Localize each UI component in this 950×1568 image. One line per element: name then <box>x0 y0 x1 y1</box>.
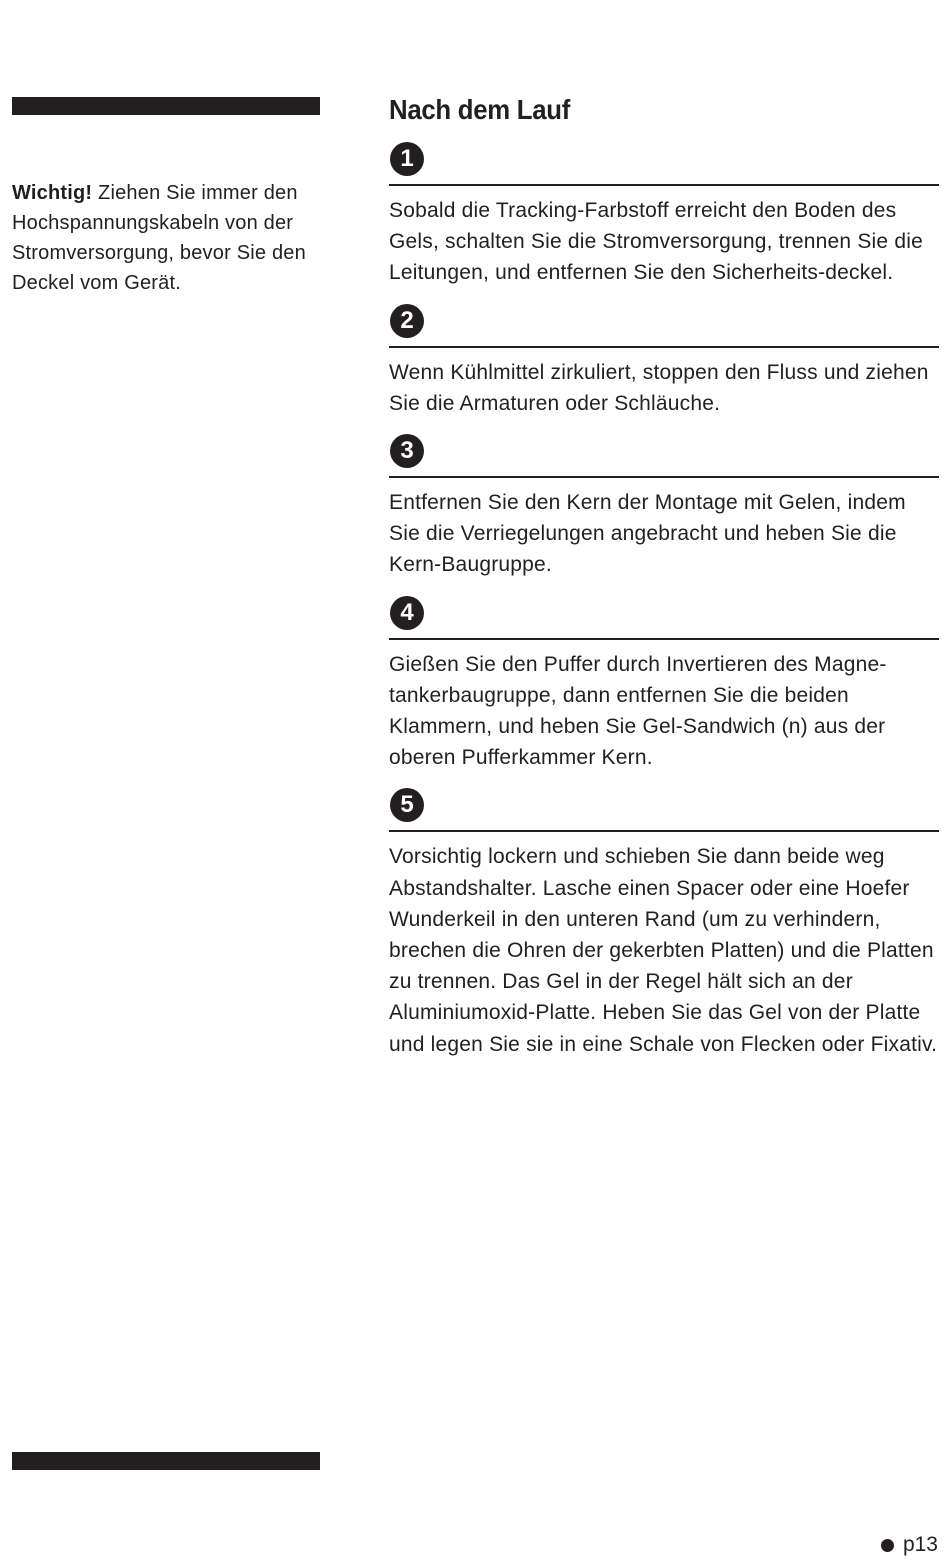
bullet-icon <box>881 1539 894 1552</box>
step-text: Entfernen Sie den Kern der Montage mit Gelen, indem Sie die Verriegelungen angebracht und heben Sie die Kern-Baugruppe. <box>389 491 906 577</box>
page-number-label: p13 <box>902 1533 938 1556</box>
step-divider <box>389 830 939 832</box>
important-note-label: Wichtig! <box>12 182 93 204</box>
step-number-badge: 1 <box>390 142 424 176</box>
step-text: Gießen Sie den Puffer durch Invertieren des Magne-tankerbaugruppe, dann entfernen Sie die beiden Klammern, und heben Sie Gel-Sandwich (n) aus der oberen Pufferkammer Kern. <box>389 652 887 770</box>
step-divider <box>389 476 939 478</box>
sidebar-top-rule <box>12 97 320 115</box>
important-note-text: Ziehen Sie immer den Hochspannungskabeln von der Stromversorgung, bevor Sie den Deckel vom Gerät. <box>12 182 306 294</box>
step-1 <box>389 142 939 289</box>
step-number-badge: 2 <box>390 304 424 338</box>
important-note <box>12 178 327 298</box>
sidebar-bottom-rule <box>12 1452 320 1470</box>
step-5 <box>389 788 939 1059</box>
step-number-badge: 4 <box>390 596 424 630</box>
page-number <box>881 1530 938 1560</box>
page-title: Nach dem Lauf <box>389 94 571 125</box>
main-content <box>389 92 939 1060</box>
step-divider <box>389 638 939 640</box>
step-text: Wenn Kühlmittel zirkuliert, stoppen den Fluss und ziehen Sie die Armaturen oder Schläuche. <box>389 360 929 415</box>
step-3 <box>389 434 939 581</box>
step-2 <box>389 304 939 419</box>
step-4 <box>389 596 939 774</box>
step-text: Vorsichtig lockern und schieben Sie dann beide weg Abstandshalter. Lasche einen Spacer oder eine Hoefer Wunderkeil in den unteren Rand (um zu verhindern, brechen die Ohren der gekerbten Platten) und die Platten zu trennen. Das Gel in der Regel hält sich an der Aluminiumoxid-Platte. Heben Sie das Gel von der Platte und legen Sie sie in eine Schale von Flecken oder Fixativ. <box>389 845 938 1056</box>
step-divider <box>389 184 939 186</box>
step-number-badge: 3 <box>390 434 424 468</box>
step-divider <box>389 346 939 348</box>
step-number-badge: 5 <box>390 788 424 822</box>
step-text: Sobald die Tracking-Farbstoff erreicht den Boden des Gels, schalten Sie die Stromversorgung, trennen Sie die Leitungen, und entfernen Sie den Sicherheits-deckel. <box>389 199 923 285</box>
